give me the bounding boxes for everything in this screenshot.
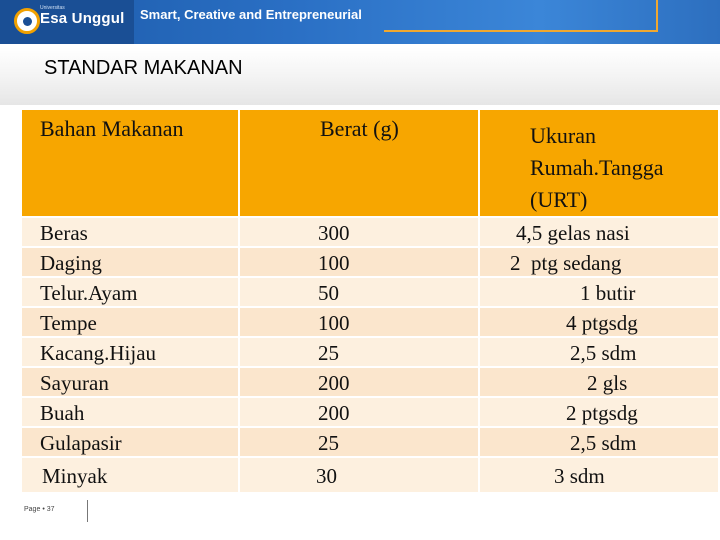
cell-bahan: Daging [22,248,240,278]
header-bar [0,0,720,44]
cell-urt: 2,5 sdm [480,338,720,368]
logo-text: Esa Unggul [40,10,125,27]
footer-divider [87,500,88,522]
header-ukuran-urt [480,110,720,218]
table-row [22,218,720,248]
university-logo[interactable] [0,0,134,44]
page-separator: • [42,506,45,513]
cell-berat: 100 [240,308,480,338]
tagline: Smart, Creative and Entrepreneurial [140,7,362,22]
cell-bahan: Gulapasir [22,428,240,458]
header-decorative-frame [384,0,658,32]
cell-urt: 2,5 sdm [480,428,720,458]
header-ukuran-line2: Rumah.Tangga [530,155,664,180]
page-number-value: 37 [46,506,55,513]
cell-bahan: Buah [22,398,240,428]
cell-urt: 2 ptgsdg [480,398,720,428]
table-row [22,368,720,398]
table-row [22,428,720,458]
header-ukuran-line1: Ukuran [530,123,596,148]
header-ukuran-line3: (URT) [530,187,588,212]
cell-bahan: Beras [22,218,240,248]
cell-bahan: Sayuran [22,368,240,398]
cell-urt: 4 ptgsdg [480,308,720,338]
page-number [24,506,55,513]
table-row [22,308,720,338]
cell-berat: 30 [240,458,480,494]
header-berat: Berat (g) [240,110,480,218]
page-title: STANDAR MAKANAN [44,57,243,79]
cell-berat: 25 [240,428,480,458]
cell-bahan: Minyak [22,458,240,494]
table-row [22,458,720,494]
cell-urt: 4,5 gelas nasi [480,218,720,248]
table-row [22,248,720,278]
cell-bahan: Kacang.Hijau [22,338,240,368]
page-label: Page [24,506,41,513]
table-row [22,278,720,308]
logo-super-text: Universitas [40,5,65,11]
cell-urt: 2 ptg sedang [480,248,720,278]
cell-berat: 25 [240,338,480,368]
cell-bahan: Tempe [22,308,240,338]
cell-urt: 3 sdm [480,458,720,494]
table-row [22,398,720,428]
food-standard-table [22,110,720,492]
table-header-row [22,110,720,218]
cell-berat: 200 [240,368,480,398]
cell-bahan: Telur.Ayam [22,278,240,308]
table-row [22,338,720,368]
header-bahan-makanan: Bahan Makanan [22,110,240,218]
cell-berat: 50 [240,278,480,308]
cell-berat: 100 [240,248,480,278]
cell-urt: 1 butir [480,278,720,308]
cell-urt: 2 gls [480,368,720,398]
logo-emblem-icon [14,8,40,34]
cell-berat: 200 [240,398,480,428]
cell-berat: 300 [240,218,480,248]
